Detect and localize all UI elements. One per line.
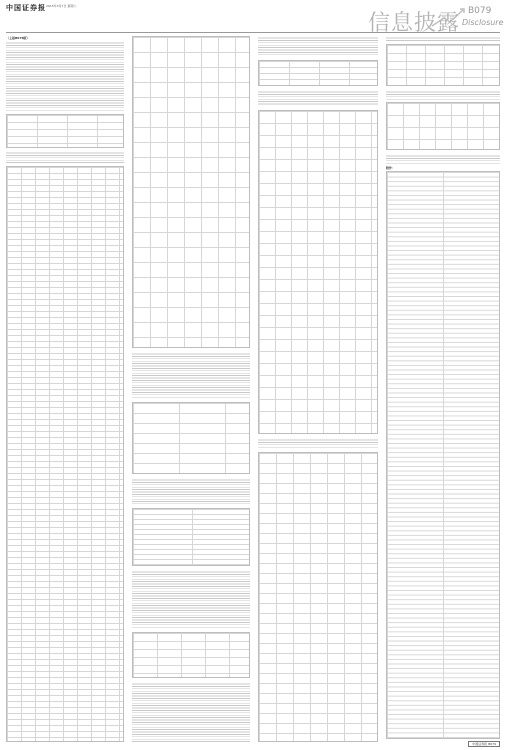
body-text (386, 154, 500, 164)
header-rule (6, 32, 500, 33)
newspaper-brand: 中国证券报 (6, 3, 46, 12)
page-header (0, 0, 506, 40)
body-text (6, 151, 124, 163)
body-text (132, 478, 250, 504)
body-text (132, 352, 250, 398)
column-1 (6, 36, 124, 742)
data-table (132, 36, 250, 348)
data-table (132, 632, 250, 678)
issue-date: 2015年3月7日 星期六 (46, 4, 77, 8)
data-table (386, 44, 500, 86)
column-2 (132, 36, 250, 742)
continued-label: （上接B078版） (6, 36, 30, 40)
page-footer: 中国证券报 B079 (468, 741, 500, 747)
data-table (258, 60, 378, 86)
body-text (386, 90, 500, 100)
body-text (6, 41, 124, 111)
body-text (386, 36, 500, 42)
data-table (6, 166, 124, 742)
data-table (6, 114, 124, 148)
data-table (132, 402, 250, 474)
page-code: B079 (468, 6, 492, 16)
body-text (258, 438, 378, 448)
section-title-en: Disclosure (462, 18, 504, 27)
appendix-label: 附件： (386, 166, 396, 170)
body-text (258, 36, 378, 56)
data-table (386, 171, 500, 739)
data-table (386, 102, 500, 150)
body-text (258, 90, 378, 106)
data-table (132, 508, 250, 566)
body-text (132, 570, 250, 628)
data-table (258, 110, 378, 434)
section-title: 信息披露 (368, 11, 461, 36)
data-table (258, 452, 378, 742)
column-3 (258, 36, 378, 742)
body-text (132, 682, 250, 742)
column-4 (386, 36, 500, 742)
